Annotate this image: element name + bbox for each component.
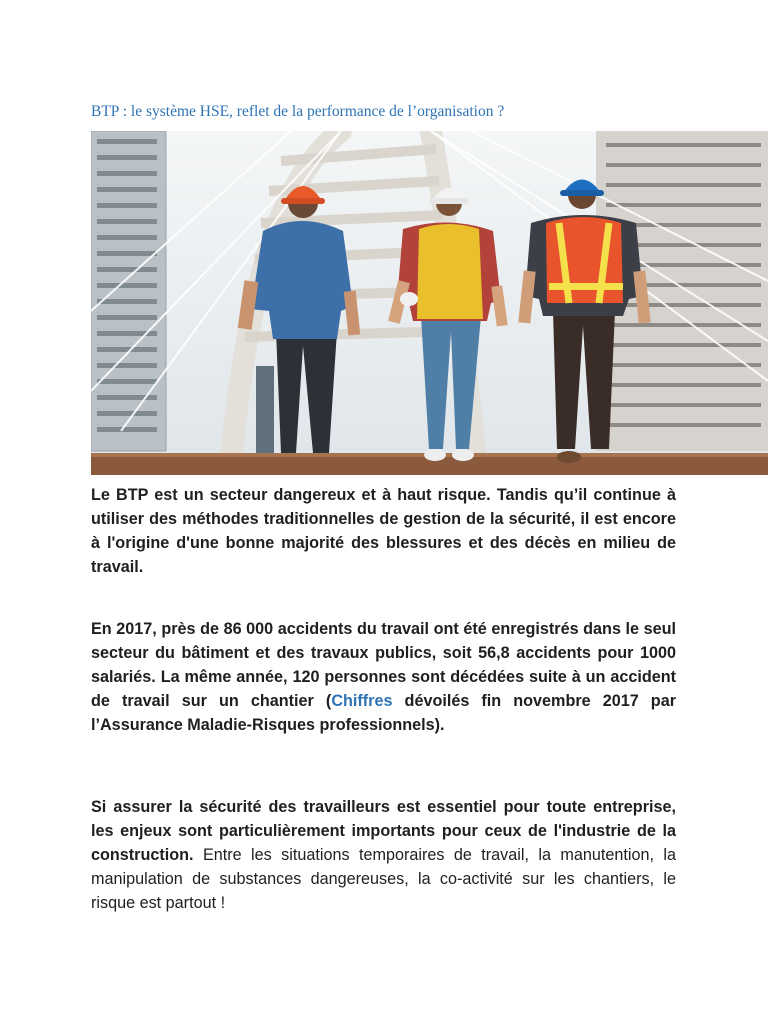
paragraph-safety-stakes — [91, 795, 676, 915]
safety-stakes-regular: Entre les situations temporaires de travail, la manutention, la manipulation de substances dangereuses, la co-activité sur les chantiers, le risque est partout ! — [91, 846, 676, 912]
safety-stakes-bold: Si assurer la sécurité des travailleurs est essentiel pour toute entreprise, les enjeux sont particulièrement importants pour ceux de l'industrie de la construction. — [91, 798, 676, 864]
left-building — [91, 131, 166, 451]
paragraph-btp-risk: Le BTP est un secteur dangereux et à haut risque. Tandis qu’il continue à utiliser des méthodes traditionnelles de gestion de la sécurité, il est encore à l'origine d'une bonne majorité des blessures et des décès en milieu de travail. — [91, 486, 676, 576]
chiffres-link[interactable]: Chiffres — [331, 692, 393, 710]
construction-workers-photo — [91, 131, 768, 475]
statistics-text-before: En 2017, près de 86 000 accidents du travail ont été enregistrés dans le seul secteur du bâtiment et des travaux publics, soit 56,8 accidents pour 1000 salariés. La même année, 120 personnes sont décédées suite à un accident de travail sur un chantier ( — [91, 620, 676, 710]
statistics-text-after: dévoilés fin novembre 2017 par l’Assurance Maladie-Risques professionnels). — [91, 692, 676, 734]
distant-tower — [256, 366, 274, 456]
document-title: BTP : le système HSE, reflet de la performance de l’organisation ? — [91, 103, 505, 120]
paragraph-statistics — [91, 617, 676, 737]
